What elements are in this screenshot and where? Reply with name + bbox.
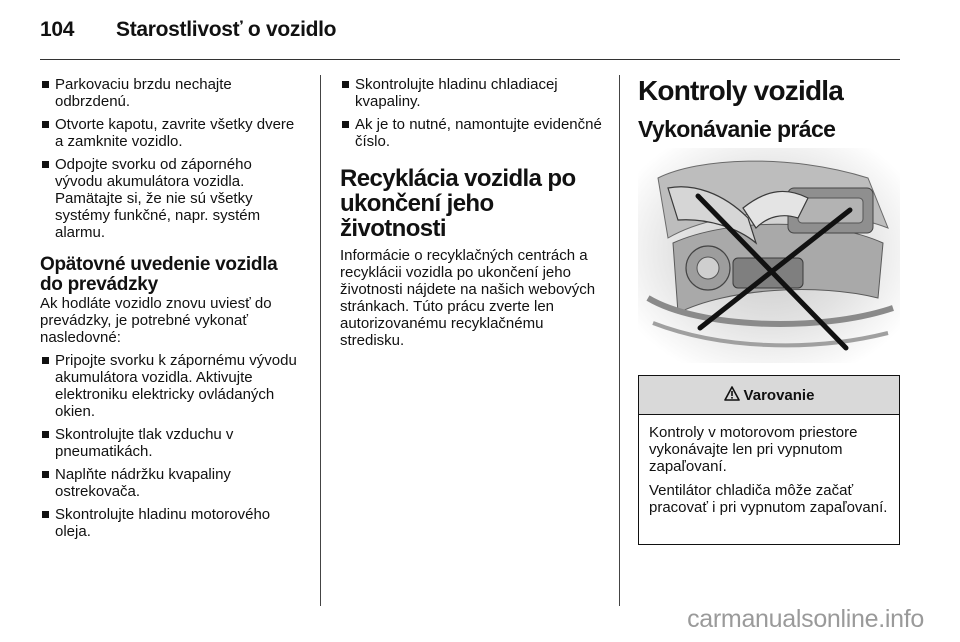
warning-triangle-icon <box>724 386 740 405</box>
section-subheading: Vykonávanie práce <box>638 116 836 142</box>
paragraph: Kontroly v motorovom priestore vykonávajte len pri vypnutom zapaľovaní. <box>649 424 858 475</box>
column-right <box>638 76 900 142</box>
list-item: Parkovaciu brzdu nechajte odbrzdenú. <box>40 76 302 110</box>
list-item: Pripojte svorku k zápornému vývodu akumulátora vozidla. Aktivujte elektroniku elektricky ovládaných okien. <box>40 352 302 420</box>
watermark: carmanualsonline.info <box>687 605 924 633</box>
column-divider <box>320 75 321 606</box>
header-rule <box>40 59 900 60</box>
list-item: Otvorte kapotu, zavrite všetky dvere a zamknite vozidlo. <box>40 116 302 150</box>
paragraph: Informácie o recyklačných centrách a recyklácii vozidla po ukončení jeho životnosti nájdete na našich webových stránkach. Túto prácu zverte len autorizovanému recyklačnému stredisku. <box>340 247 596 349</box>
crossed-out-engine-work-icon <box>638 148 900 363</box>
paragraph: Ak hodláte vozidlo znovu uviesť do prevádzky, je potrebné vykonať nasledovné: <box>40 295 272 346</box>
list-item: Skontrolujte hladinu chladiacej kvapaliny. <box>340 76 605 110</box>
column-divider <box>619 75 620 606</box>
warning-label: Varovanie <box>743 386 815 404</box>
list-item: Skontrolujte hladinu motorového oleja. <box>40 506 302 540</box>
section-title: Recyklácia vozidla po ukončení jeho životnosti <box>340 165 576 242</box>
bullet-list <box>40 76 302 241</box>
warning-box <box>638 375 900 545</box>
bullet-list <box>340 76 605 150</box>
column-middle <box>340 76 605 355</box>
list-item: Ak je to nutné, namontujte evidenčné číslo. <box>340 116 605 150</box>
page-header <box>40 18 900 58</box>
list-item: Skontrolujte tlak vzduchu v pneumatikách. <box>40 426 302 460</box>
warning-body <box>639 415 899 516</box>
column-left <box>40 76 302 546</box>
subheading: Opätovné uvedenie vozidla do prevádzky <box>40 254 278 295</box>
page-number: 104 <box>40 18 75 41</box>
page-title: Starostlivosť o vozidlo <box>116 18 337 41</box>
list-item: Odpojte svorku od záporného vývodu akumulátora vozidla. Pamätajte si, že nie sú všetky systémy funkčné, napr. systém alarmu. <box>40 156 302 241</box>
paragraph: Ventilátor chladiča môže začať pracovať i pri vypnutom zapaľovaní. <box>649 482 888 516</box>
list-item: Naplňte nádržku kvapaliny ostrekovača. <box>40 466 302 500</box>
bullet-list <box>40 352 302 540</box>
section-heading: Kontroly vozidla <box>638 75 843 106</box>
warning-header <box>639 376 899 415</box>
